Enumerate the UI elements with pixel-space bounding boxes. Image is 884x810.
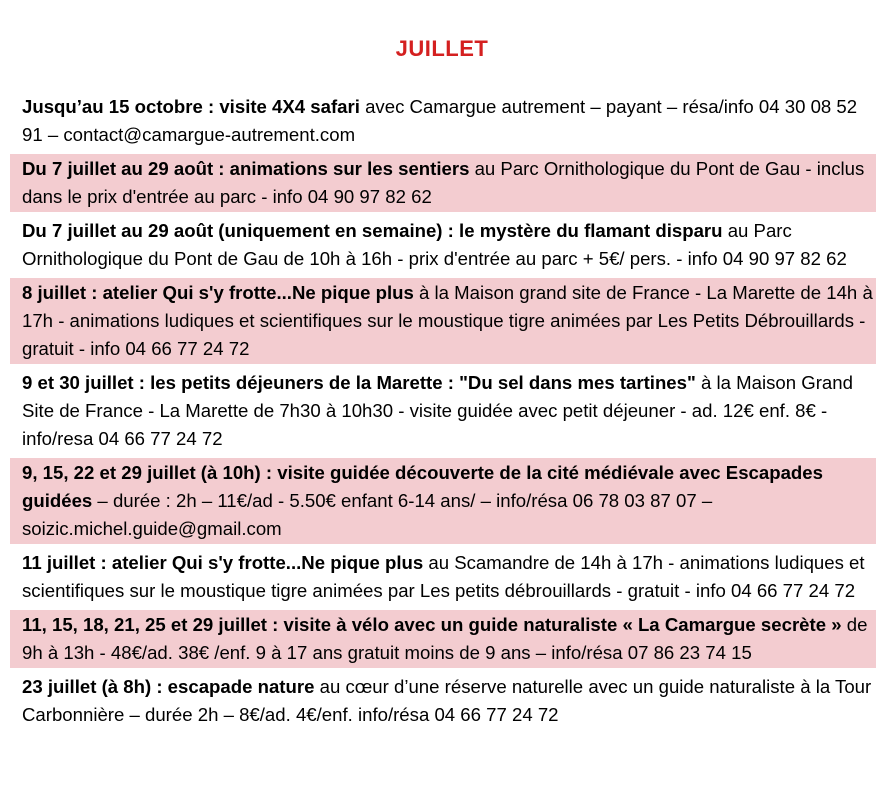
- event-entry-3-details: au Parc Ornithologique du Pont de Gau de 10h à 16h - prix d'entrée au parc + 5€/ pers. - info 04 90 97 82 62: [22, 220, 847, 269]
- event-entry-4: [10, 278, 876, 364]
- event-entry-6-heading: 9, 15, 22 et 29 juillet (à 10h) : visite guidée découverte de la cité médiévale avec Escapades guidées: [22, 462, 823, 511]
- event-entry-2: [10, 154, 876, 212]
- event-entry-8: [10, 610, 876, 668]
- event-entry-8-heading: 11, 15, 18, 21, 25 et 29 juillet : visite à vélo avec un guide naturaliste « La Camargue secrète »: [22, 614, 842, 635]
- event-entry-1-heading: Jusqu’au 15 octobre : visite 4X4 safari: [22, 96, 360, 117]
- event-list: [10, 92, 876, 734]
- event-entry-4-heading: 8 juillet : atelier Qui s'y frotte...Ne pique plus: [22, 282, 414, 303]
- event-entry-2-heading: Du 7 juillet au 29 août : animations sur les sentiers: [22, 158, 470, 179]
- event-entry-5-details: à la Maison Grand Site de France - La Marette de 7h30 à 10h30 - visite guidée avec petit déjeuner - ad. 12€ enf. 8€ - info/resa 04 66 77 24 72: [22, 372, 853, 449]
- event-entry-7: [10, 548, 876, 606]
- event-entry-9-details: au cœur d’une réserve naturelle avec un guide naturaliste à la Tour Carbonnière – durée 2h – 8€/ad. 4€/enf. info/résa 04 66 77 24 72: [22, 676, 872, 725]
- event-entry-9-heading: 23 juillet (à 8h) : escapade nature: [22, 676, 315, 697]
- event-entry-6: [10, 458, 876, 544]
- event-entry-1-details: avec Camargue autrement – payant – résa/info 04 30 08 52 91 – contact@camargue-autrement.com: [22, 96, 858, 145]
- event-entry-3-heading: Du 7 juillet au 29 août (uniquement en semaine) : le mystère du flamant disparu: [22, 220, 723, 241]
- page-title: JUILLET: [395, 36, 489, 61]
- event-entry-5-heading: 9 et 30 juillet : les petits déjeuners de la Marette : "Du sel dans mes tartines": [22, 372, 696, 393]
- event-entry-7-details: au Scamandre de 14h à 17h - animations ludiques et scientifiques sur le moustique tigre animées par Les petits débrouillards - gratuit - info 04 66 77 24 72: [22, 552, 865, 601]
- event-entry-9: [10, 672, 876, 730]
- event-entry-7-heading: 11 juillet : atelier Qui s'y frotte...Ne pique plus: [22, 552, 424, 573]
- event-entry-5: [10, 368, 876, 454]
- event-entry-2-details: au Parc Ornithologique du Pont de Gau - inclus dans le prix d'entrée au parc - info 04 90 97 82 62: [22, 158, 865, 207]
- event-entry-6-details: – durée : 2h – 11€/ad - 5.50€ enfant 6-14 ans/ – info/résa 06 78 03 87 07 – soizic.michel.guide@gmail.com: [22, 490, 713, 539]
- event-entry-8-details: de 9h à 13h - 48€/ad. 38€ /enf. 9 à 17 ans gratuit moins de 9 ans – info/résa 07 86 23 74 15: [22, 614, 868, 663]
- event-entry-1: [10, 92, 876, 150]
- event-entry-4-details: à la Maison grand site de France - La Marette de 14h à 17h - animations ludiques et scientifiques sur le moustique tigre animées par Les Petits Débrouillards - gratuit - info 04 66 77 24 72: [22, 282, 873, 359]
- event-entry-3: [10, 216, 876, 274]
